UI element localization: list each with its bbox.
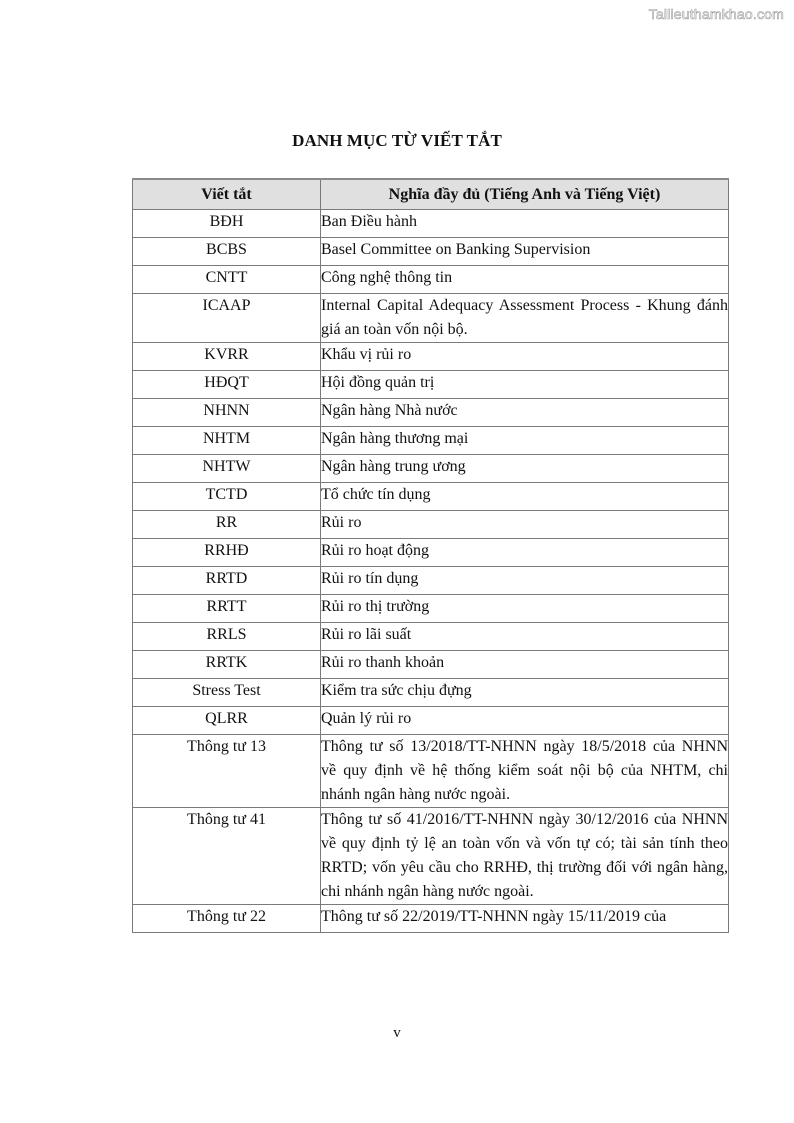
abbreviation-cell: TCTD xyxy=(133,483,321,511)
meaning-cell: Rủi ro thanh khoản xyxy=(321,651,729,679)
abbreviation-cell: RRTK xyxy=(133,651,321,679)
meaning-cell: Thông tư số 41/2016/TT-NHNN ngày 30/12/2016 của NHNN về quy định tỷ lệ an toàn vốn và vốn tự có; tài sản tính theo RRTD; vốn yêu cầu cho RRHĐ, thị trường đối với ngân hàng, chi nhánh ngân hàng nước ngoài. xyxy=(321,808,729,905)
table-row xyxy=(133,735,729,808)
table-row xyxy=(133,294,729,343)
table-row xyxy=(133,567,729,595)
table-row xyxy=(133,679,729,707)
meaning-cell: Ngân hàng trung ương xyxy=(321,455,729,483)
meaning-cell: Basel Committee on Banking Supervision xyxy=(321,238,729,266)
table-row xyxy=(133,266,729,294)
abbreviation-cell: NHTM xyxy=(133,427,321,455)
abbreviation-cell: BCBS xyxy=(133,238,321,266)
abbreviation-cell: QLRR xyxy=(133,707,321,735)
table-header-row xyxy=(133,179,729,210)
meaning-cell: Kiểm tra sức chịu đựng xyxy=(321,679,729,707)
table-row xyxy=(133,511,729,539)
abbreviation-cell: HĐQT xyxy=(133,371,321,399)
meaning-cell: Công nghệ thông tin xyxy=(321,266,729,294)
page-number: v xyxy=(393,1025,401,1041)
abbreviation-cell: RRTT xyxy=(133,595,321,623)
table-row xyxy=(133,371,729,399)
table-row xyxy=(133,427,729,455)
meaning-cell: Rủi ro xyxy=(321,511,729,539)
meaning-cell: Khẩu vị rủi ro xyxy=(321,343,729,371)
abbreviation-cell: ICAAP xyxy=(133,294,321,343)
meaning-cell: Ngân hàng thương mại xyxy=(321,427,729,455)
meaning-cell: Ngân hàng Nhà nước xyxy=(321,399,729,427)
table-row xyxy=(133,238,729,266)
abbreviation-cell: CNTT xyxy=(133,266,321,294)
meaning-cell: Ban Điều hành xyxy=(321,210,729,238)
abbreviation-cell: KVRR xyxy=(133,343,321,371)
table-row xyxy=(133,707,729,735)
table-row xyxy=(133,483,729,511)
table-row xyxy=(133,808,729,905)
abbreviation-cell: RRLS xyxy=(133,623,321,651)
abbreviation-cell: Stress Test xyxy=(133,679,321,707)
abbreviation-cell: NHTW xyxy=(133,455,321,483)
abbreviation-table xyxy=(132,178,729,933)
meaning-cell: Hội đồng quản trị xyxy=(321,371,729,399)
table-row xyxy=(133,455,729,483)
abbreviation-cell: RR xyxy=(133,511,321,539)
table-row xyxy=(133,343,729,371)
meaning-cell: Rủi ro tín dụng xyxy=(321,567,729,595)
table-row xyxy=(133,905,729,933)
meaning-cell: Rủi ro lãi suất xyxy=(321,623,729,651)
meaning-cell: Thông tư số 13/2018/TT-NHNN ngày 18/5/2018 của NHNN về quy định về hệ thống kiểm soát nội bộ của NHTM, chi nhánh ngân hàng nước ngoài. xyxy=(321,735,729,808)
abbreviation-cell: NHNN xyxy=(133,399,321,427)
meaning-cell: Tổ chức tín dụng xyxy=(321,483,729,511)
abbreviation-cell: RRTD xyxy=(133,567,321,595)
table-row xyxy=(133,399,729,427)
abbreviation-cell: RRHĐ xyxy=(133,539,321,567)
meaning-cell: Rủi ro thị trường xyxy=(321,595,729,623)
abbreviation-cell: Thông tư 41 xyxy=(133,808,321,905)
header-abbreviation: Viết tắt xyxy=(133,179,321,210)
page-title: DANH MỤC TỪ VIẾT TẮT xyxy=(292,131,502,150)
watermark: Tailieuthamkhao.com xyxy=(648,6,784,22)
header-meaning: Nghĩa đầy đủ (Tiếng Anh và Tiếng Việt) xyxy=(321,179,729,210)
meaning-cell: Thông tư số 22/2019/TT-NHNN ngày 15/11/2019 của xyxy=(321,905,729,933)
meaning-cell: Rủi ro hoạt động xyxy=(321,539,729,567)
abbreviation-cell: BĐH xyxy=(133,210,321,238)
table-row xyxy=(133,539,729,567)
meaning-cell: Internal Capital Adequacy Assessment Process - Khung đánh giá an toàn vốn nội bộ. xyxy=(321,294,729,343)
table-row xyxy=(133,623,729,651)
abbreviation-cell: Thông tư 22 xyxy=(133,905,321,933)
table-row xyxy=(133,595,729,623)
table-row xyxy=(133,210,729,238)
table-row xyxy=(133,651,729,679)
abbreviation-cell: Thông tư 13 xyxy=(133,735,321,808)
meaning-cell: Quản lý rủi ro xyxy=(321,707,729,735)
